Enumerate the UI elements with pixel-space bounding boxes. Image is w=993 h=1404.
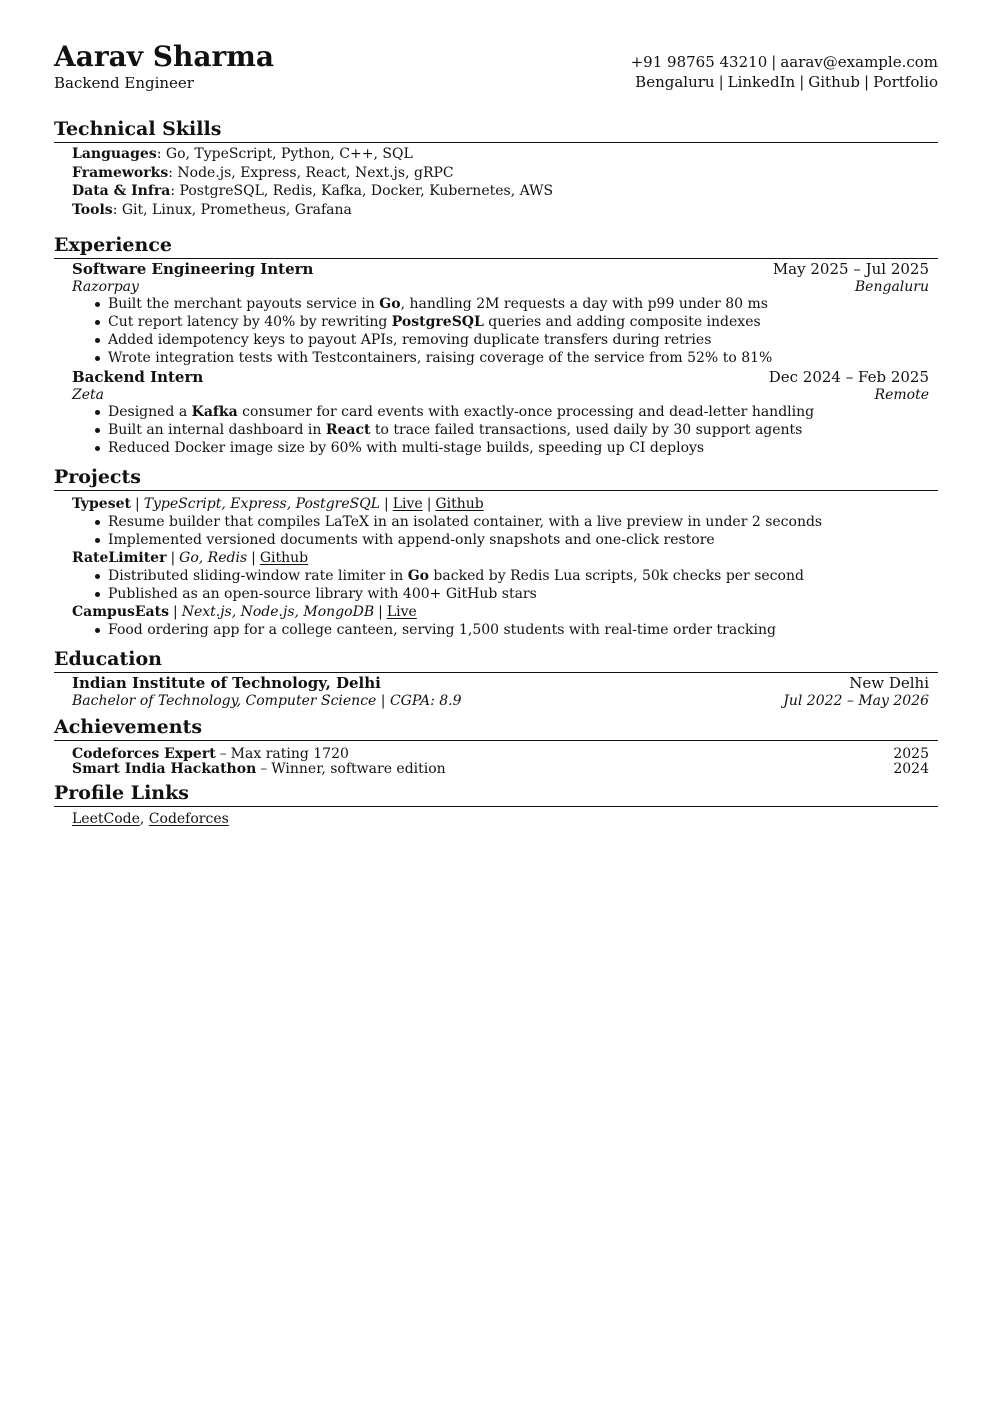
candidate-name: Aarav Sharma — [54, 40, 275, 73]
projects-section — [54, 465, 938, 639]
location: Bengaluru — [635, 73, 715, 91]
separator: | — [799, 73, 805, 91]
skills-section — [54, 117, 938, 219]
job-dates: May 2025 – Jul 2025 — [772, 260, 929, 278]
skill-label: Tools — [72, 201, 113, 218]
project-header — [72, 549, 929, 567]
separator: | — [170, 550, 176, 566]
project-github-link[interactable]: Github — [435, 496, 484, 512]
job-entry — [72, 259, 929, 367]
experience-section — [54, 233, 938, 457]
achievement-title: Smart India Hackathon — [72, 761, 257, 777]
achievement-text — [72, 747, 349, 762]
section-heading: Technical Skills — [54, 117, 938, 143]
list-item — [108, 439, 929, 457]
section-heading: Experience — [54, 233, 938, 259]
bullet-text: Resume builder that compiles LaTeX in an isolated container, with a live preview in under 2 seconds — [108, 514, 823, 530]
job-location: Bengaluru — [854, 279, 929, 295]
contact-block — [631, 52, 938, 92]
achievement-row — [72, 762, 929, 777]
bullet-text: Food ordering app for a college canteen, serving 1,500 students with real-time order tracking — [108, 622, 776, 638]
skill-label: Frameworks — [72, 164, 169, 181]
list-item — [108, 403, 929, 421]
skill-value: : PostgreSQL, Redis, Kafka, Docker, Kubernetes, AWS — [170, 183, 554, 199]
bullet-text: Designed a — [108, 404, 192, 420]
bullet-keyword: React — [325, 422, 371, 438]
list-item — [108, 567, 929, 585]
separator: | — [172, 604, 178, 620]
bullet-keyword: PostgreSQL — [391, 314, 484, 330]
job-company: Razorpay — [72, 279, 139, 295]
achievements-list — [54, 741, 938, 777]
job-bullets — [72, 295, 929, 367]
achievement-row — [72, 747, 929, 762]
project-name: Typeset — [72, 496, 131, 512]
project-stack: TypeScript, Express, PostgreSQL — [143, 496, 380, 512]
phone[interactable]: +91 98765 43210 — [630, 53, 768, 71]
project-live-link[interactable]: Live — [386, 604, 417, 620]
job-subheader — [72, 387, 929, 403]
list-item — [108, 331, 929, 349]
job-entry — [72, 367, 929, 457]
separator: | — [426, 496, 432, 512]
project-github-link[interactable]: Github — [259, 550, 309, 566]
job-bullets — [72, 403, 929, 457]
skill-row — [72, 182, 929, 201]
list-item — [108, 313, 929, 331]
skill-row — [72, 145, 929, 164]
project-header — [72, 603, 929, 621]
bullet-text: backed by Redis Lua scripts, 50k checks per second — [428, 568, 804, 584]
profile-links-section — [54, 781, 938, 828]
candidate-title: Backend Engineer — [54, 74, 194, 92]
bullet-keyword: Kafka — [191, 404, 238, 420]
email[interactable]: aarav@example.com — [780, 53, 938, 71]
institution-location: New Delhi — [849, 674, 929, 692]
achievement-year: 2025 — [893, 746, 929, 762]
leetcode-link[interactable]: LeetCode — [72, 811, 140, 827]
job-header — [72, 367, 929, 387]
education-subheader — [72, 693, 929, 709]
project-live-link[interactable]: Live — [392, 496, 423, 512]
project-bullets — [72, 567, 929, 603]
skill-value: : Go, TypeScript, Python, C++, SQL — [156, 146, 413, 162]
project-bullets — [72, 621, 929, 639]
degree: Bachelor of Technology, Computer Science | CGPA: 8.9 — [72, 693, 462, 709]
bullet-keyword: Go — [379, 296, 401, 312]
separator: | — [134, 496, 140, 512]
portfolio-link[interactable]: Portfolio — [873, 73, 938, 91]
contact-line-2 — [631, 72, 938, 92]
bullet-text: consumer for card events with exactly-once processing and dead-letter handling — [237, 404, 815, 420]
bullet-text: Built an internal dashboard in — [108, 422, 326, 438]
skill-value: : Git, Linux, Prometheus, Grafana — [112, 201, 352, 218]
job-role: Software Engineering Intern — [72, 260, 314, 278]
project-header — [72, 495, 929, 513]
bullet-text: Published as an open-source library with 400+ GitHub stars — [108, 586, 537, 602]
bullet-text: to trace failed transactions, used daily by 30 support agents — [370, 422, 803, 438]
section-heading: Projects — [54, 465, 938, 491]
skill-row — [72, 201, 929, 220]
skill-value: : Node.js, Express, React, Next.js, gRPC — [168, 164, 454, 181]
bullet-text: , handling 2M requests a day with p99 under 80 ms — [400, 296, 768, 312]
separator: | — [251, 550, 256, 566]
skill-label: Data & Infra — [72, 183, 171, 199]
header-left — [54, 40, 274, 92]
job-dates: Dec 2024 – Feb 2025 — [768, 368, 929, 386]
section-heading: Profile Links — [54, 781, 938, 807]
job-location: Remote — [874, 387, 929, 403]
separator: | — [378, 604, 383, 620]
link-joiner: , — [139, 811, 149, 827]
bullet-text: Distributed sliding-window rate limiter in — [108, 568, 408, 584]
profile-links-list — [54, 807, 938, 828]
project-bullets — [72, 513, 929, 549]
bullet-text: Cut report latency by 40% by rewriting — [108, 314, 392, 330]
contact-line-1 — [631, 52, 938, 72]
separator: | — [384, 496, 389, 512]
project-name: RateLimiter — [72, 550, 167, 566]
list-item — [108, 349, 929, 367]
job-subheader — [72, 279, 929, 295]
skill-row — [72, 164, 929, 183]
bullet-text: Built the merchant payouts service in — [108, 296, 380, 312]
education-section — [54, 647, 938, 709]
project-stack: Next.js, Node.js, MongoDB — [181, 604, 375, 620]
list-item — [108, 295, 929, 313]
project-name: CampusEats — [72, 604, 169, 620]
achievements-section — [54, 715, 938, 777]
separator: | — [771, 53, 777, 71]
bullet-text: queries and adding composite indexes — [483, 314, 761, 330]
skill-label: Languages — [72, 146, 157, 162]
bullet-text: Wrote integration tests with Testcontainers, raising coverage of the service from 52% to 81% — [108, 350, 773, 366]
list-item — [108, 513, 929, 531]
list-item — [108, 585, 929, 603]
dash: – — [260, 761, 268, 777]
linkedin-link[interactable]: LinkedIn — [727, 73, 796, 91]
education-header — [72, 673, 929, 693]
separator: | — [718, 73, 724, 91]
institution-name: Indian Institute of Technology, Delhi — [72, 674, 381, 692]
experience-list — [54, 259, 938, 457]
dash: – — [219, 746, 227, 762]
resume-page — [54, 40, 938, 828]
job-role: Backend Intern — [72, 368, 204, 386]
achievement-title: Codeforces Expert — [72, 746, 216, 762]
project-stack: Go, Redis — [179, 550, 248, 566]
education-entry — [54, 673, 938, 709]
github-link[interactable]: Github — [808, 73, 861, 91]
skills-list — [54, 143, 938, 219]
section-heading: Achievements — [54, 715, 938, 741]
bullet-text: Reduced Docker image size by 60% with multi-stage builds, speeding up CI deploys — [108, 440, 705, 456]
list-item — [108, 421, 929, 439]
separator: | — [864, 73, 870, 91]
achievement-detail: Max rating 1720 — [230, 746, 349, 762]
bullet-keyword: Go — [407, 568, 429, 584]
projects-list — [54, 491, 938, 639]
achievement-text — [72, 762, 446, 777]
section-heading: Education — [54, 647, 938, 673]
bullet-text: Added idempotency keys to payout APIs, removing duplicate transfers during retries — [108, 332, 712, 348]
list-item — [108, 531, 929, 549]
codeforces-link[interactable]: Codeforces — [148, 811, 229, 827]
achievement-year: 2024 — [893, 761, 929, 777]
job-company: Zeta — [72, 387, 104, 403]
education-dates: Jul 2022 – May 2026 — [783, 693, 929, 709]
resume-header — [54, 40, 938, 92]
bullet-text: Implemented versioned documents with append-only snapshots and one-click restore — [108, 532, 715, 548]
achievement-detail: Winner, software edition — [271, 761, 446, 777]
job-header — [72, 259, 929, 279]
list-item — [108, 621, 929, 639]
